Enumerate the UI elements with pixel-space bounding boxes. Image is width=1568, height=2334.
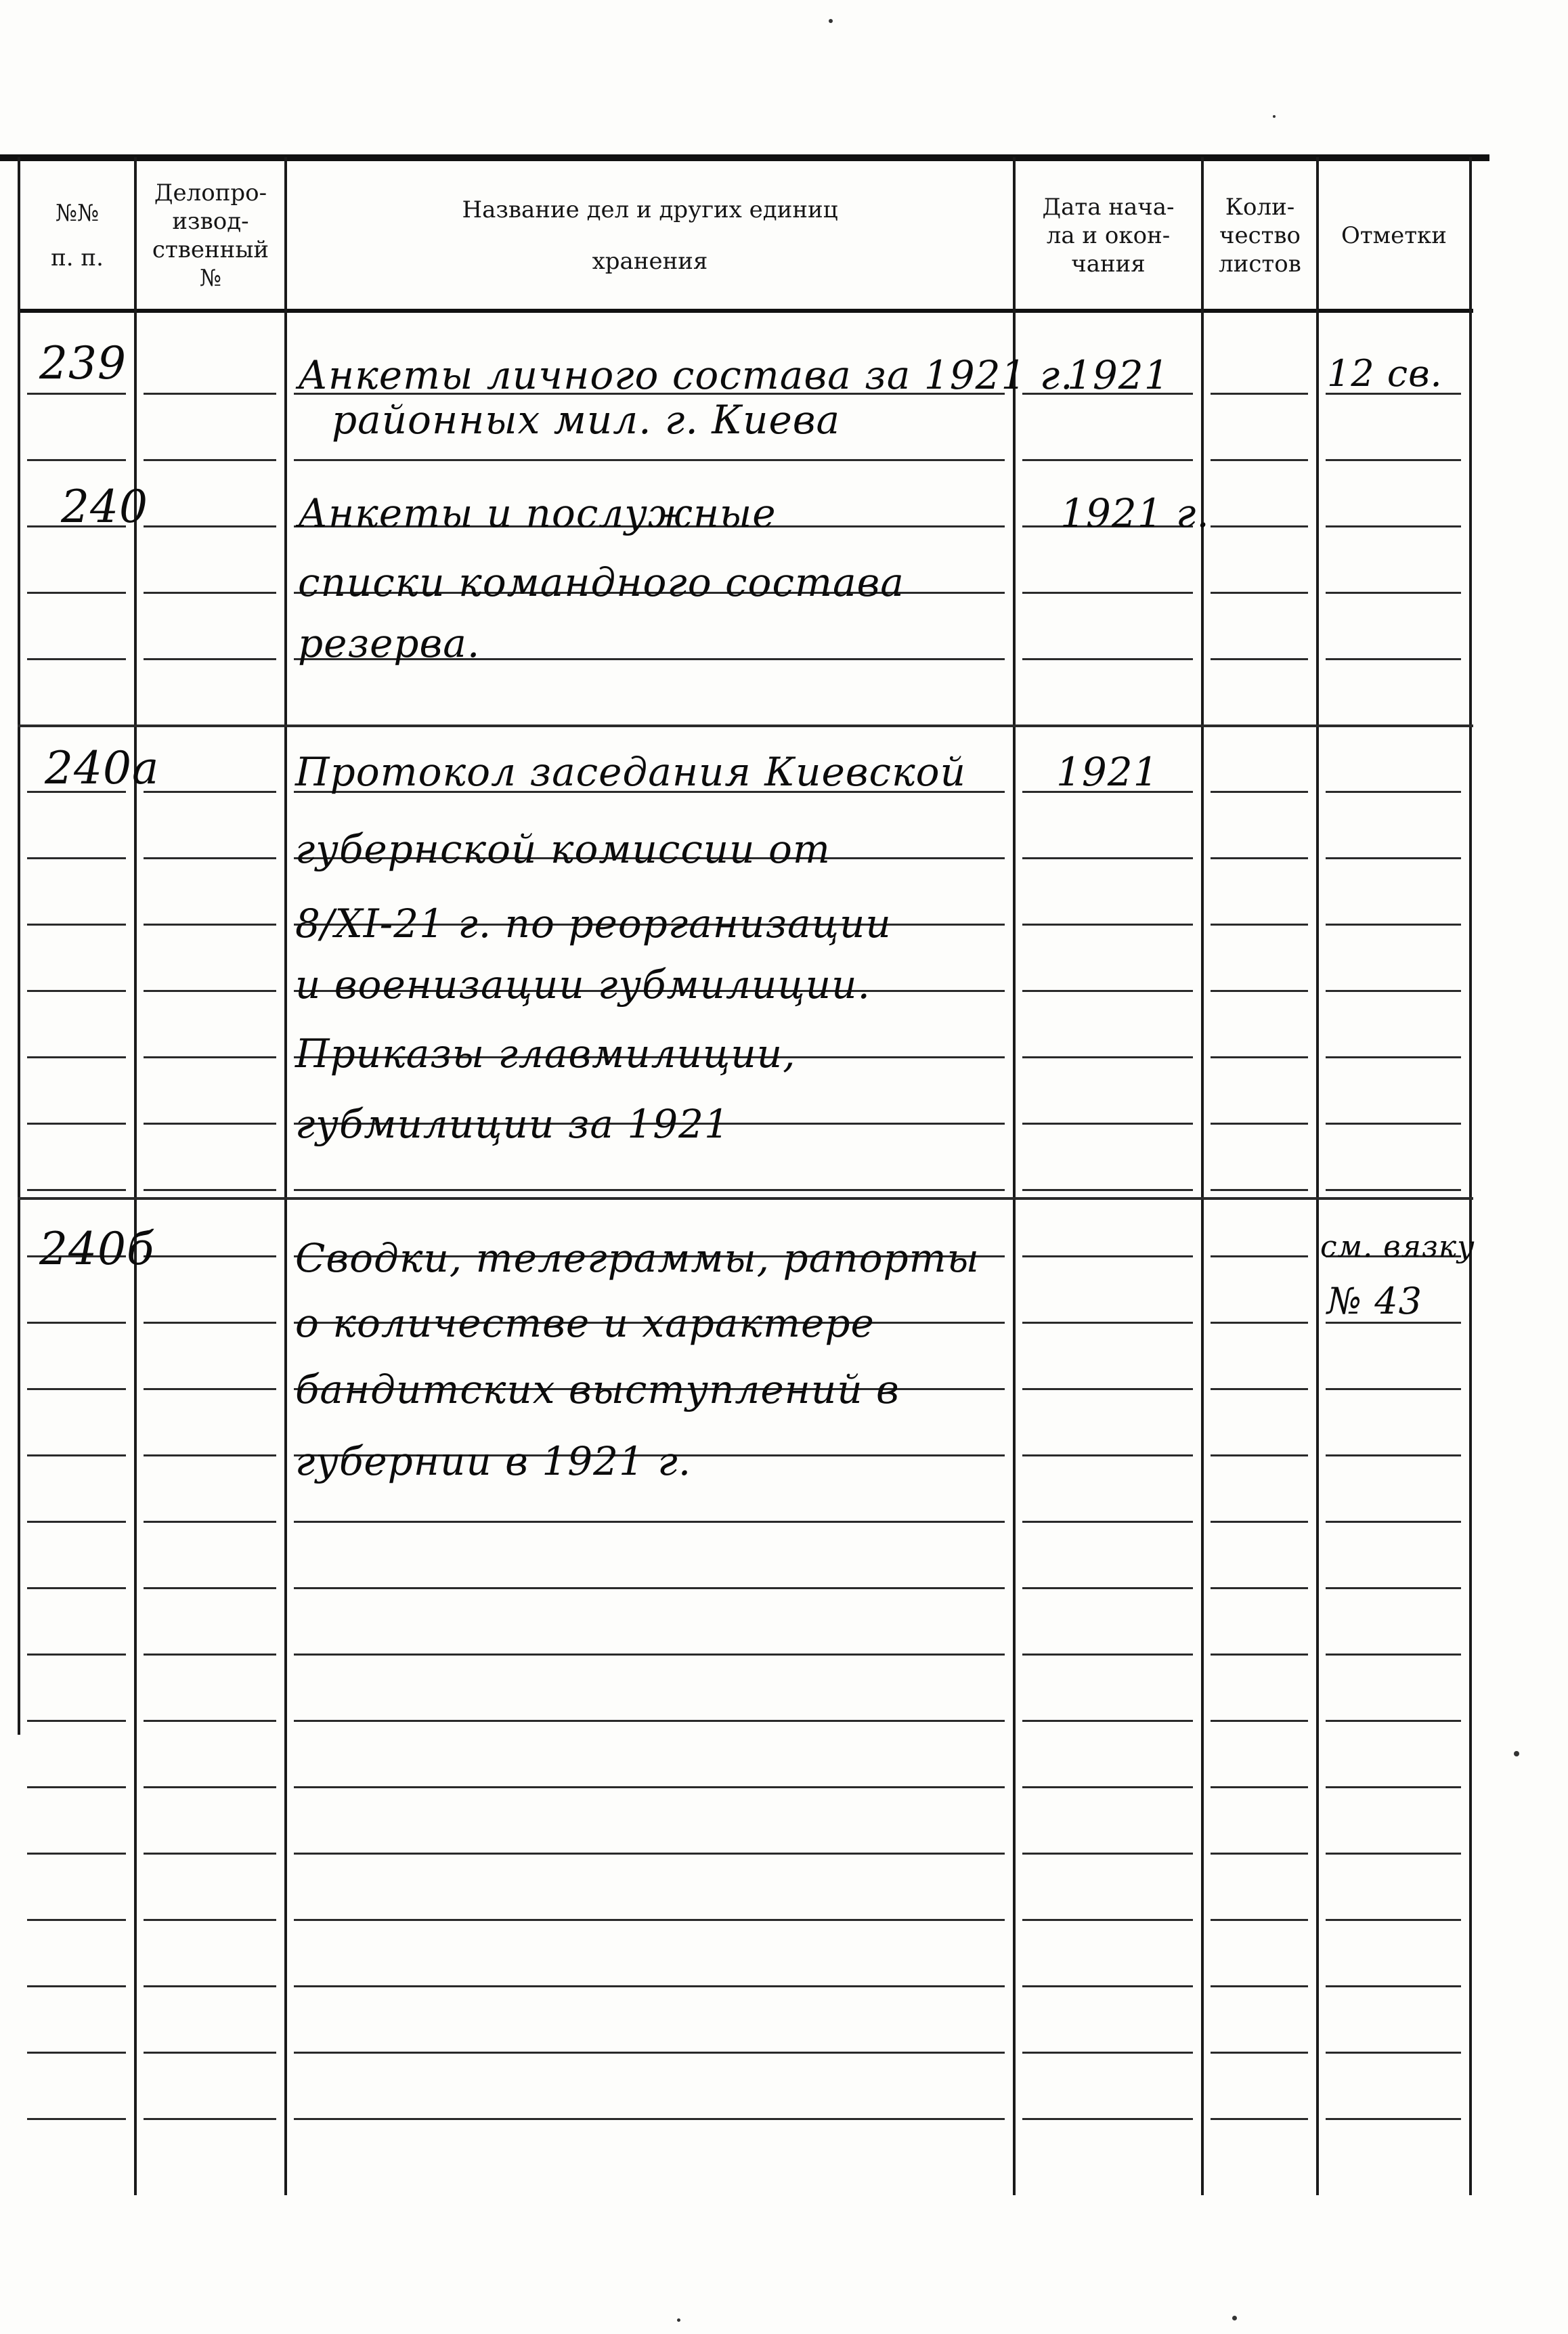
row-rule <box>1211 1255 1308 1257</box>
row-rule <box>294 1853 1005 1855</box>
row-rule <box>1326 1720 1461 1722</box>
top-rule <box>0 154 1489 161</box>
entry-note: № 43 <box>1327 1280 1422 1322</box>
row-rule <box>1211 1786 1308 1788</box>
row-rule <box>1211 658 1308 660</box>
row-rule <box>27 1123 126 1125</box>
row-rule <box>294 1654 1005 1656</box>
record-border <box>18 1197 1473 1200</box>
header-sheet-count: Коли- чество листов <box>1219 194 1301 278</box>
entry-title-line: и военизации губмилиции. <box>295 961 871 1008</box>
row-rule <box>144 791 276 793</box>
row-rule <box>1022 990 1193 992</box>
row-rule <box>1326 1123 1461 1125</box>
row-rule <box>144 990 276 992</box>
scan-speck <box>1514 1751 1519 1756</box>
row-rule <box>1211 1720 1308 1722</box>
row-rule <box>1022 1454 1193 1456</box>
row-rule <box>27 1919 126 1921</box>
row-rule <box>294 1985 1005 1987</box>
row-rule <box>1022 658 1193 660</box>
row-rule <box>1211 1919 1308 1921</box>
row-rule <box>27 393 126 395</box>
entry-number: 240б <box>39 1223 155 1275</box>
entry-title-line: Анкеты личного состава за 1921 г. <box>298 352 1074 398</box>
row-rule <box>27 1654 126 1656</box>
row-rule <box>144 1919 276 1921</box>
row-rule <box>294 1919 1005 1921</box>
row-rule <box>1022 1587 1193 1589</box>
row-rule <box>27 1388 126 1390</box>
row-rule <box>1211 1056 1308 1058</box>
entry-title-line: губернии в 1921 г. <box>295 1438 692 1484</box>
row-rule <box>144 1189 276 1191</box>
row-rule <box>144 1322 276 1324</box>
row-rule <box>1022 1985 1193 1987</box>
row-rule <box>1022 1189 1193 1191</box>
row-rule <box>27 1720 126 1722</box>
header-office-number: Делопро- извод- ственный № <box>152 179 269 292</box>
row-rule <box>1326 1189 1461 1191</box>
row-rule <box>27 857 126 859</box>
row-rule <box>1326 2052 1461 2054</box>
row-rule <box>144 1454 276 1456</box>
row-rule <box>1211 1189 1308 1191</box>
entry-date: 1921 <box>1067 352 1170 398</box>
row-rule <box>144 393 276 395</box>
row-rule <box>1211 393 1308 395</box>
scan-speck <box>677 2318 680 2322</box>
row-rule <box>1211 1985 1308 1987</box>
entry-note: 12 св. <box>1327 352 1443 395</box>
entry-title-line: губмилиции за 1921 <box>295 1101 730 1147</box>
row-rule <box>27 1587 126 1589</box>
row-rule <box>1022 1786 1193 1788</box>
row-rule <box>1326 1454 1461 1456</box>
row-rule <box>1326 658 1461 660</box>
entry-title-line: Анкеты и послужные <box>298 490 777 536</box>
row-rule <box>144 1056 276 1058</box>
row-rule <box>144 1720 276 1722</box>
row-rule <box>1326 2118 1461 2120</box>
entry-number: 239 <box>39 337 127 389</box>
row-rule <box>27 924 126 926</box>
row-rule <box>27 2118 126 2120</box>
row-rule <box>1326 592 1461 594</box>
row-rule <box>1326 1056 1461 1058</box>
row-rule <box>1022 1322 1193 1324</box>
row-rule <box>1211 1454 1308 1456</box>
row-rule <box>1211 525 1308 527</box>
row-rule <box>1211 1322 1308 1324</box>
row-rule <box>294 1521 1005 1523</box>
row-rule <box>144 1388 276 1390</box>
column-line <box>1316 157 1319 2195</box>
row-rule <box>144 2052 276 2054</box>
row-rule <box>144 924 276 926</box>
row-rule <box>1022 1123 1193 1125</box>
row-rule <box>1211 2052 1308 2054</box>
row-rule <box>1211 1853 1308 1855</box>
row-rule <box>1326 459 1461 461</box>
row-rule <box>27 1454 126 1456</box>
row-rule <box>144 525 276 527</box>
row-rule <box>1326 1587 1461 1589</box>
row-rule <box>1022 1853 1193 1855</box>
entry-title-line: районных мил. г. Киева <box>332 397 841 443</box>
scan-speck <box>829 19 833 23</box>
entry-title-line: о количестве и характере <box>295 1300 875 1346</box>
header-title: Название дел и других единиц хранения <box>462 196 838 275</box>
record-border <box>18 725 1473 727</box>
row-rule <box>1326 857 1461 859</box>
entry-number: 240а <box>45 742 160 794</box>
row-rule <box>27 1521 126 1523</box>
row-rule <box>27 1985 126 1987</box>
column-line <box>284 157 287 2195</box>
row-rule <box>27 1056 126 1058</box>
scan-speck <box>1232 2316 1237 2320</box>
row-rule <box>1326 791 1461 793</box>
row-rule <box>27 990 126 992</box>
row-rule <box>1022 1521 1193 1523</box>
row-rule <box>144 459 276 461</box>
row-rule <box>144 1521 276 1523</box>
row-rule <box>144 857 276 859</box>
row-rule <box>1211 1123 1308 1125</box>
header-notes: Отметки <box>1341 222 1447 249</box>
row-rule <box>1211 1654 1308 1656</box>
column-line <box>1469 157 1472 2195</box>
row-rule <box>1326 1521 1461 1523</box>
row-rule <box>27 2052 126 2054</box>
row-rule <box>27 1786 126 1788</box>
entry-title-line: Протокол заседания Киевской <box>295 749 966 795</box>
row-rule <box>27 1322 126 1324</box>
row-rule <box>1326 990 1461 992</box>
row-rule <box>1211 1388 1308 1390</box>
row-rule <box>1326 1919 1461 1921</box>
column-line <box>1013 157 1016 2195</box>
row-rule <box>1326 924 1461 926</box>
row-rule <box>144 1587 276 1589</box>
row-rule <box>1022 2052 1193 2054</box>
row-rule <box>1022 1255 1193 1257</box>
row-rule <box>144 2118 276 2120</box>
entry-note: см. вязку <box>1320 1230 1475 1264</box>
row-rule <box>1022 1919 1193 1921</box>
row-rule <box>27 592 126 594</box>
row-rule <box>294 1720 1005 1722</box>
row-rule <box>1326 1388 1461 1390</box>
row-rule <box>144 1654 276 1656</box>
entry-title-line: губернской комиссии от <box>295 826 831 872</box>
row-rule <box>1211 857 1308 859</box>
row-rule <box>144 592 276 594</box>
row-rule <box>1211 592 1308 594</box>
row-rule <box>27 459 126 461</box>
row-rule <box>1211 924 1308 926</box>
row-rule <box>1022 1056 1193 1058</box>
row-rule <box>144 1853 276 1855</box>
row-rule <box>1211 459 1308 461</box>
entry-title-line: Приказы главмилиции, <box>295 1031 796 1077</box>
row-rule <box>144 1786 276 1788</box>
entry-date: 1921 <box>1056 749 1159 795</box>
row-rule <box>1326 525 1461 527</box>
row-rule <box>1022 2118 1193 2120</box>
row-rule <box>1326 1853 1461 1855</box>
column-line <box>18 157 20 1735</box>
row-rule <box>27 658 126 660</box>
row-rule <box>1326 1654 1461 1656</box>
row-rule <box>144 1255 276 1257</box>
row-rule <box>1022 1388 1193 1390</box>
row-rule <box>294 2118 1005 2120</box>
entry-number: 240 <box>61 481 148 533</box>
row-rule <box>1022 1720 1193 1722</box>
column-line <box>1201 157 1204 2195</box>
row-rule <box>1022 857 1193 859</box>
header-number: №№ п. п. <box>51 200 104 272</box>
row-rule <box>27 1853 126 1855</box>
row-rule <box>27 1189 126 1191</box>
row-rule <box>1211 2118 1308 2120</box>
row-rule <box>144 1985 276 1987</box>
entry-title-line: списки командного состава <box>298 559 905 605</box>
row-rule <box>1326 1786 1461 1788</box>
row-rule <box>1326 1985 1461 1987</box>
row-rule <box>294 2052 1005 2054</box>
row-rule <box>1211 791 1308 793</box>
entry-title-line: бандитских выступлений в <box>295 1366 900 1412</box>
row-rule <box>294 1189 1005 1191</box>
row-rule <box>1211 1521 1308 1523</box>
row-rule <box>294 459 1005 461</box>
scan-speck <box>1273 115 1276 118</box>
entry-title-line: 8/XI-21 г. по реорганизации <box>295 901 892 947</box>
row-rule <box>144 1123 276 1125</box>
row-rule <box>1022 592 1193 594</box>
entry-date: 1921 г. <box>1060 490 1210 536</box>
row-rule <box>1022 459 1193 461</box>
row-rule <box>1211 990 1308 992</box>
row-rule <box>1022 924 1193 926</box>
column-line <box>134 157 137 2195</box>
row-rule <box>294 1587 1005 1589</box>
row-rule <box>144 658 276 660</box>
row-rule <box>1022 1654 1193 1656</box>
header-rule <box>18 309 1473 313</box>
entry-title-line: Сводки, телеграммы, рапорты <box>295 1235 980 1281</box>
entry-title-line: резерва. <box>298 620 481 666</box>
row-rule <box>1211 1587 1308 1589</box>
row-rule <box>294 1786 1005 1788</box>
header-dates: Дата нача- ла и окон- чания <box>1042 194 1175 278</box>
